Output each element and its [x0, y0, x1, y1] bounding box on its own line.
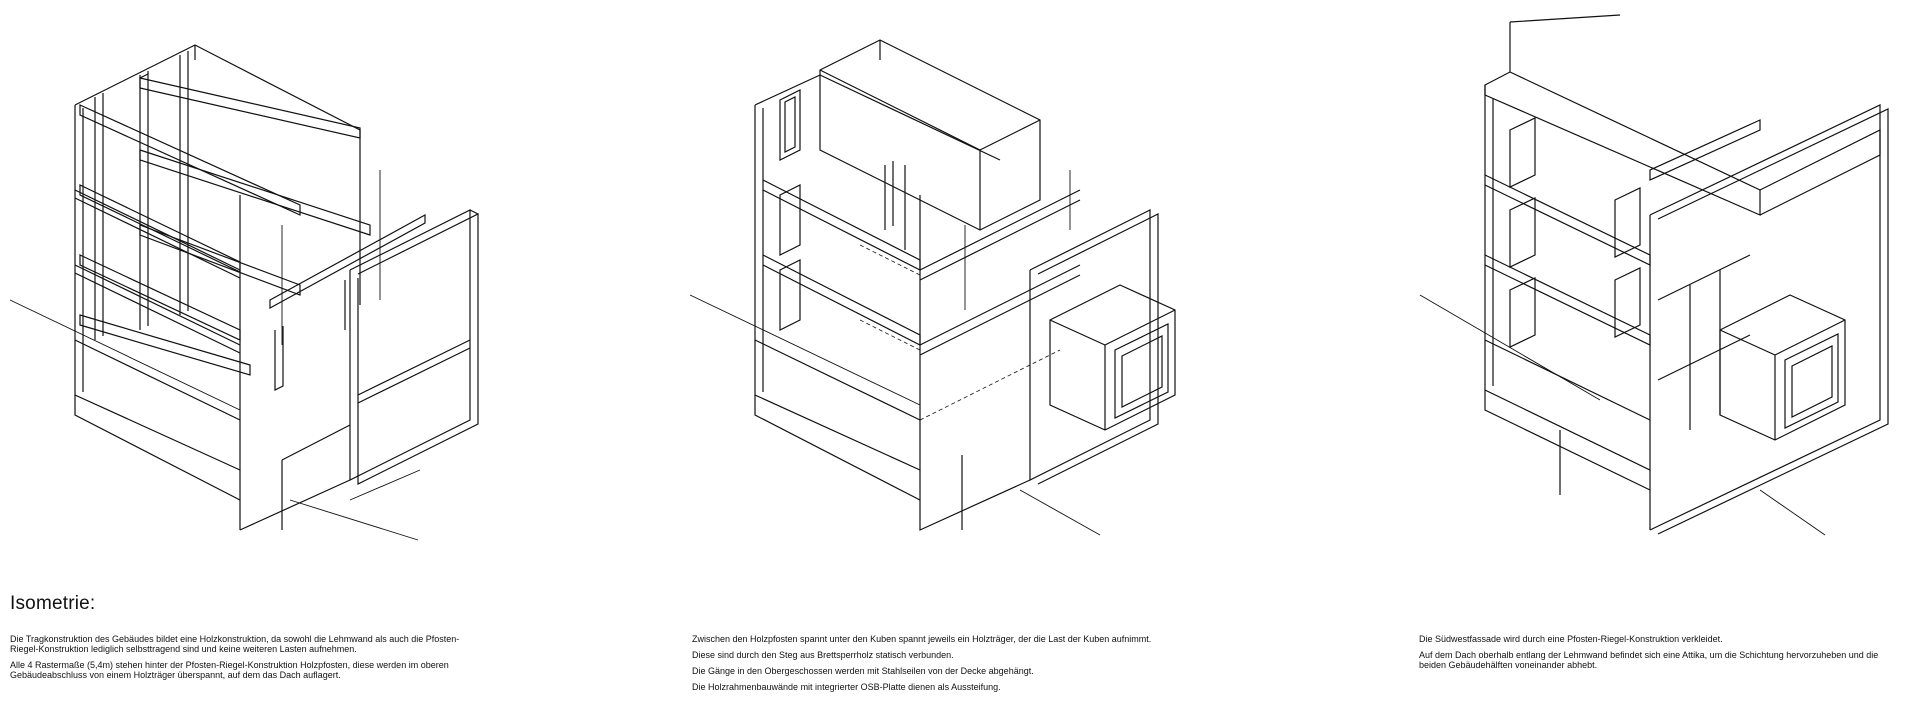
paragraph: Die Südwestfassade wird durch eine Pfosten-Riegel-Konstruktion verkleidet.	[1419, 634, 1723, 644]
paragraph: Die Tragkonstruktion des Gebäudes bildet eine Holzkonstruktion, da sowohl die Lehmwand als auch die Pfosten-Riegel-Konstruktion lediglich selbsttragend sind und keine weiteren Lasten aufnehmen.	[10, 634, 460, 654]
paragraph: Alle 4 Rastermaße (5,4m) stehen hinter der Pfosten-Riegel-Konstruktion Holzpfosten, diese werden im oberen Gebäudeabschluss von einem Holzträger überspannt, auf dem das Dach auflagert.	[10, 660, 449, 680]
text-column-2	[692, 634, 1162, 698]
paragraph: Diese sind durch den Steg aus Brettsperrholz statisch verbunden.	[692, 650, 954, 660]
isometric-drawing-cubes	[680, 0, 1200, 560]
paragraph: Zwischen den Holzpfosten spannt unter den Kuben spannt jeweils ein Holzträger, der die Last der Kuben aufnimmt.	[692, 634, 1152, 644]
paragraph: Auf dem Dach oberhalb entlang der Lehmwand befindet sich eine Attika, um die Schichtung hervorzuheben und die beiden Gebäudehälften voneinander abhebt.	[1419, 650, 1879, 670]
text-column-3	[1419, 634, 1889, 676]
paragraph: Die Holzrahmenbauwände mit integrierter OSB-Platte dienen als Aussteifung.	[692, 682, 1001, 692]
paragraph: Die Gänge in den Obergeschossen werden mit Stahlseilen von der Decke abgehängt.	[692, 666, 1034, 676]
isometric-drawing-structure	[0, 0, 500, 560]
text-column-1	[10, 634, 480, 686]
isometric-drawing-facade	[1400, 0, 1920, 560]
page-title: Isometrie:	[10, 593, 96, 614]
